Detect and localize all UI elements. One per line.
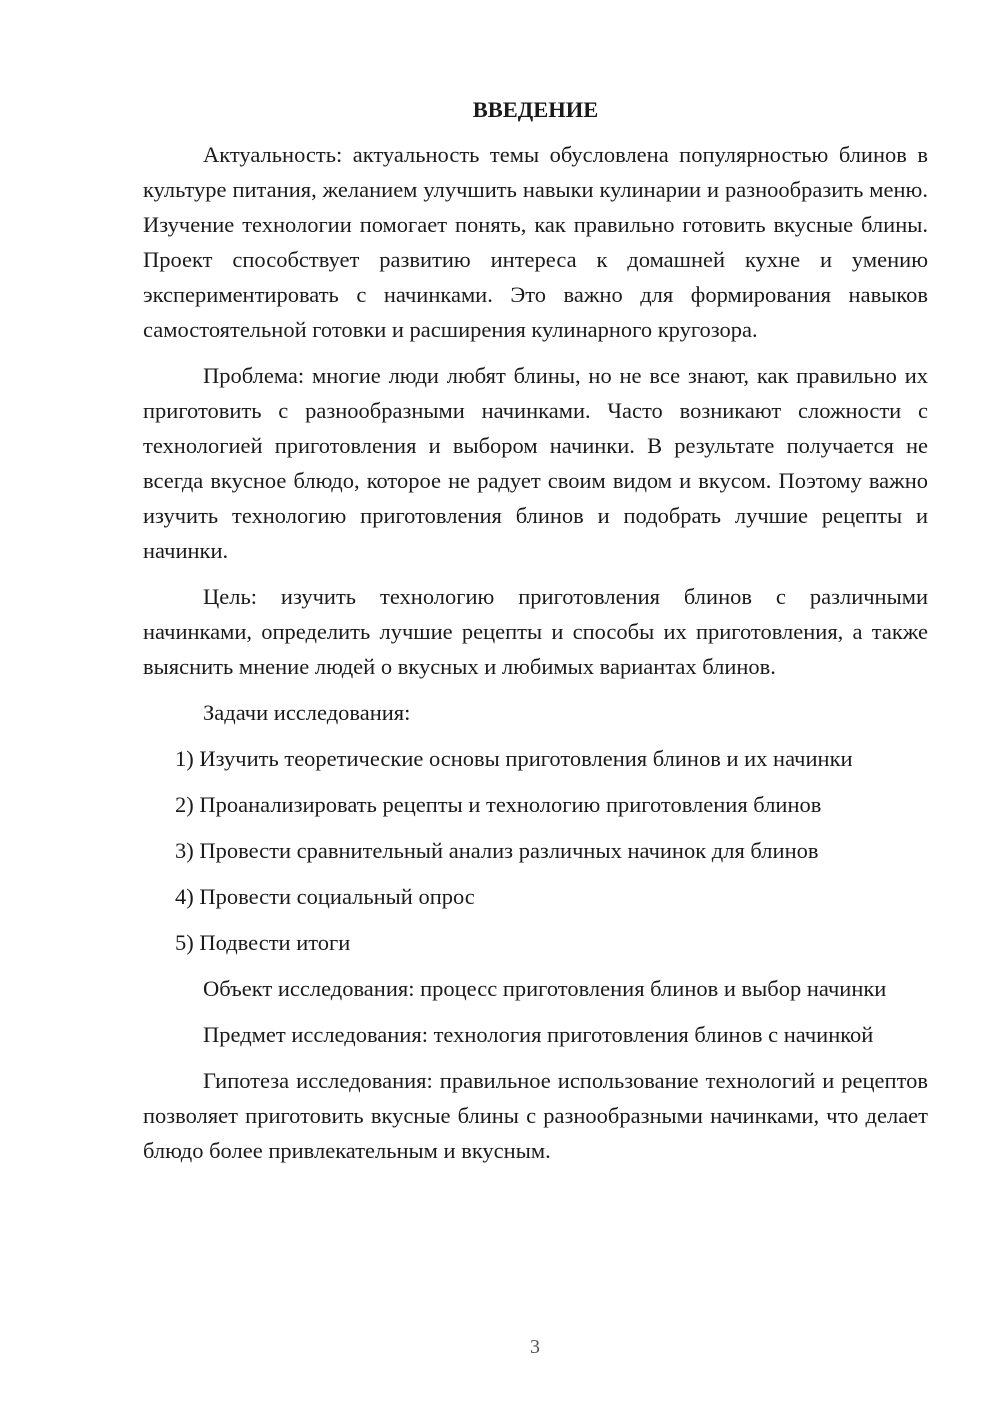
task-item: 1) Изучить теоретические основы приготовления блинов и их начинки bbox=[175, 746, 853, 771]
hypothesis-paragraph: Гипотеза исследования: правильное использование технологий и рецептов позволяет приготовить вкусные блины с разнообразными начинками, что делает блюдо более привлекательным и вкусным. bbox=[143, 1068, 928, 1163]
section-title: ВВЕДЕНИЕ bbox=[472, 97, 599, 122]
goal-paragraph: Цель: изучить технологию приготовления блинов с различными начинками, определить лучшие рецепты и способы их приготовления, а также выяснить мнение людей о вкусных и любимых вариантах блинов. bbox=[143, 584, 928, 679]
problem-paragraph: Проблема: многие люди любят блины, но не все знают, как правильно их приготовить с разнообразными начинками. Часто возникают сложности с технологией приготовления и выбором начинки. В результате получается не всегда вкусное блюдо, которое не радует своим видом и вкусом. Поэтому важно изучить технологию приготовления блинов и подобрать лучшие рецепты и начинки. bbox=[143, 363, 928, 563]
page-content bbox=[143, 92, 928, 1168]
subject-paragraph: Предмет исследования: технология приготовления блинов с начинкой bbox=[203, 1022, 874, 1047]
relevance-paragraph: Актуальность: актуальность темы обусловлена популярностью блинов в культуре питания, желанием улучшить навыки кулинарии и разнообразить меню. Изучение технологии помогает понять, как правильно готовить вкусные блины. Проект способствует развитию интереса к домашней кухне и умению экспериментировать с начинками. Это важно для формирования навыков самостоятельной готовки и расширения кулинарного кругозора. bbox=[143, 142, 928, 342]
tasks-list bbox=[143, 741, 928, 960]
object-paragraph: Объект исследования: процесс приготовления блинов и выбор начинки bbox=[203, 976, 887, 1001]
task-item: 2) Проанализировать рецепты и технологию приготовления блинов bbox=[175, 792, 822, 817]
task-item: 3) Провести сравнительный анализ различных начинок для блинов bbox=[175, 838, 819, 863]
tasks-heading: Задачи исследования: bbox=[203, 700, 411, 725]
task-item: 5) Подвести итоги bbox=[175, 930, 351, 955]
page-number: 3 bbox=[530, 1336, 540, 1358]
task-item: 4) Провести социальный опрос bbox=[175, 884, 475, 909]
